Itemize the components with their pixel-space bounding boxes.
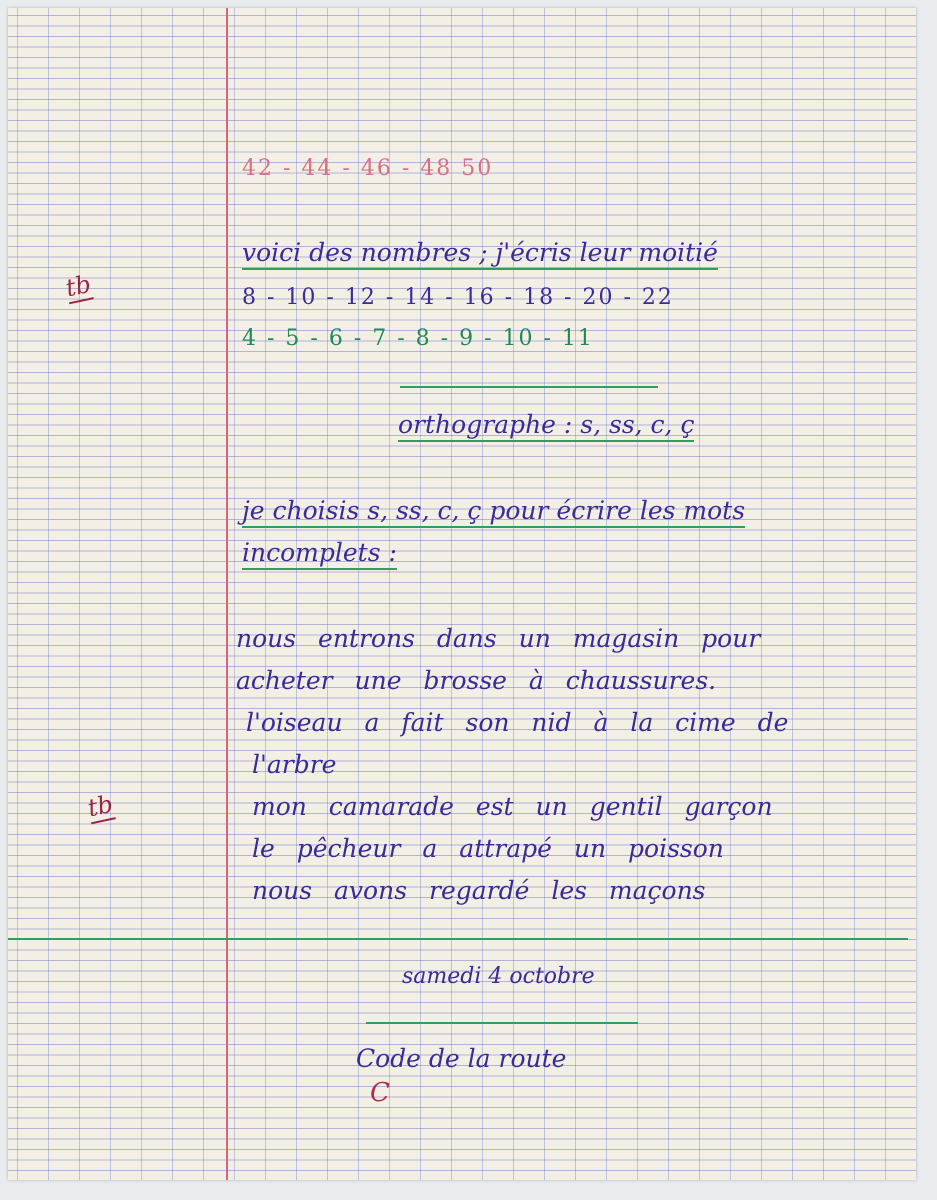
number-sequence-2: 8 - 10 - 12 - 14 - 16 - 18 - 20 - 22 xyxy=(242,285,674,310)
next-lesson-title: Code de la route xyxy=(356,1044,567,1073)
notebook-page xyxy=(8,8,916,1180)
teacher-mark-tb-top: tb xyxy=(63,269,94,303)
exercise2-instruction-line2-text: incomplets : xyxy=(242,538,397,570)
title-rule xyxy=(366,1022,638,1024)
exercise1-instruction-text: voici des nombres ; j'écris leur moitié xyxy=(242,238,718,270)
teacher-mark-tb-bottom: tb xyxy=(85,789,116,823)
sentence: l'arbre xyxy=(252,750,337,779)
end-of-day-rule xyxy=(8,938,908,940)
exercise1-instruction xyxy=(242,238,718,267)
sentence: nous avons regardé les maçons xyxy=(252,876,706,905)
sentence: mon camarade est un gentil garçon xyxy=(252,792,773,821)
number-sequence-1: 42 - 44 - 46 - 48 50 xyxy=(242,156,494,181)
date-heading: samedi 4 octobre xyxy=(402,964,595,989)
capital-letter-practice: C xyxy=(370,1078,390,1108)
sentence: le pêcheur a attrapé un poisson xyxy=(252,834,724,863)
sentence: acheter une brosse à chaussures. xyxy=(236,666,717,695)
margin-line xyxy=(226,8,228,1180)
exercise2-title xyxy=(398,410,694,439)
number-sequence-3: 4 - 5 - 6 - 7 - 8 - 9 - 10 - 11 xyxy=(242,326,594,351)
exercise2-instruction-line2 xyxy=(242,538,397,567)
exercise2-title-text: orthographe : s, ss, c, ç xyxy=(398,410,694,442)
separator-line xyxy=(400,386,658,388)
sentence: l'oiseau a fait son nid à la cime de xyxy=(246,708,789,737)
exercise2-instruction-line1-text: je choisis s, ss, c, ç pour écrire les mots xyxy=(242,496,745,528)
exercise2-instruction-line1 xyxy=(242,496,745,525)
sentence: nous entrons dans un magasin pour xyxy=(236,624,761,653)
